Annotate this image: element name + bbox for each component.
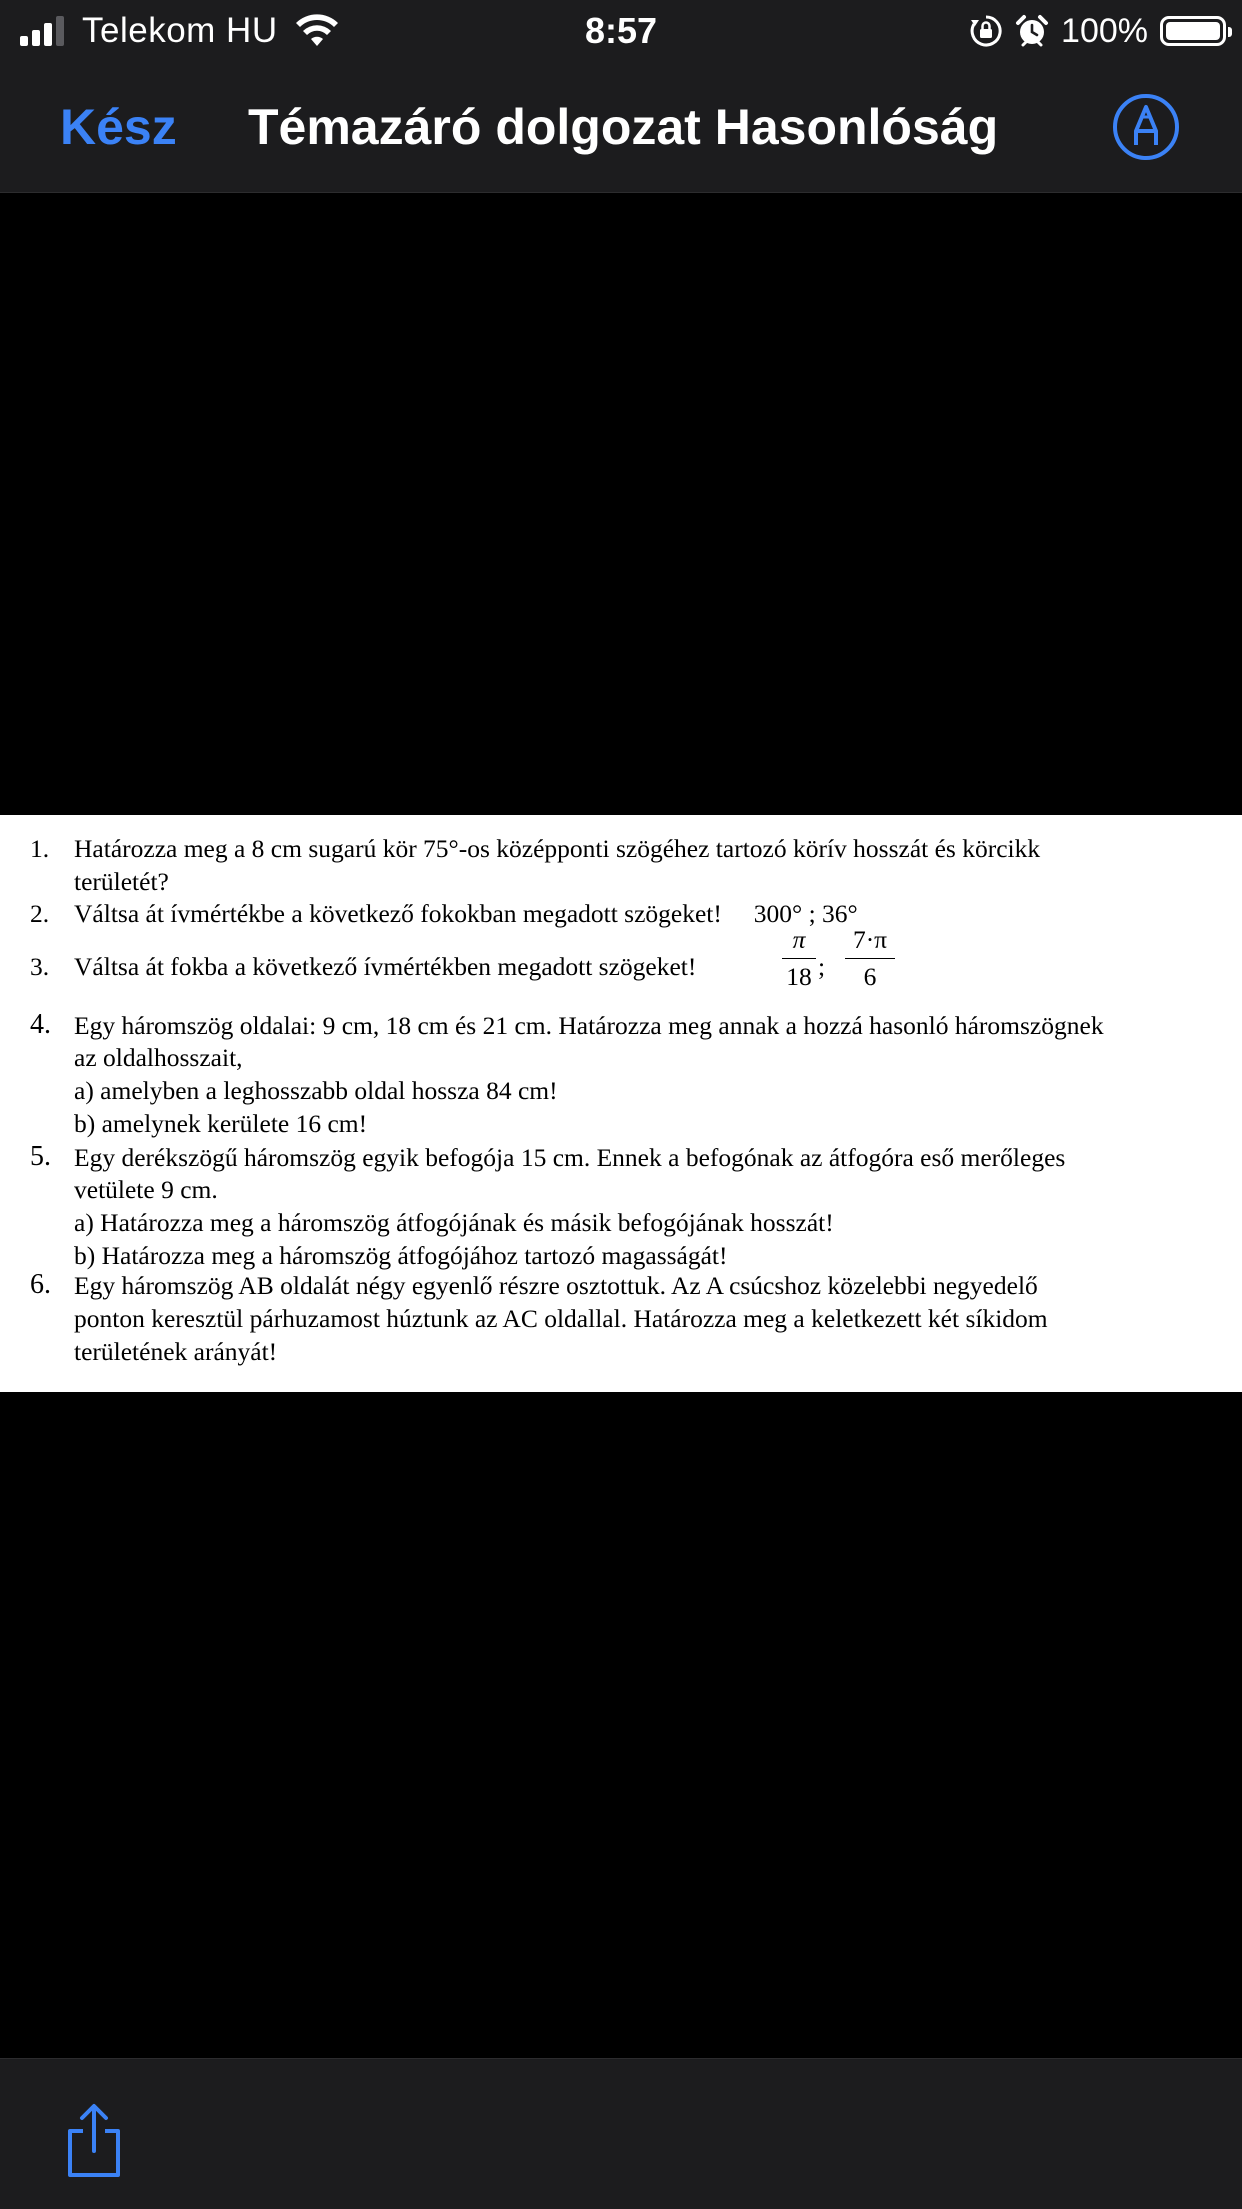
fraction-denominator: 18 (786, 962, 812, 991)
question-text-line: vetülete 9 cm. (74, 1175, 218, 1204)
battery-icon (1160, 16, 1226, 46)
question-text-line: Váltsa át fokba a következő ívmértékben megadott szögeket! (74, 952, 697, 981)
question-number: 3. (30, 952, 50, 981)
fraction-denominator: 6 (863, 962, 877, 991)
status-time: 8:57 (584, 10, 658, 51)
question-number: 2. (30, 899, 50, 928)
fraction-bar (782, 958, 816, 959)
battery-percentage: 100% (1061, 11, 1148, 50)
question-number: 4. (30, 1009, 51, 1040)
question-text-line: Egy háromszög AB oldalát négy egyenlő részre osztottuk. Az A csúcshoz közelebbi negyedelő (74, 1271, 1038, 1300)
share-button[interactable] (62, 2101, 126, 2181)
navigation-bar (0, 62, 1242, 193)
question-text-line: Egy derékszögű háromszög egyik befogója 15 cm. Ennek a befogónak az átfogóra eső merőleges (74, 1143, 1066, 1172)
question-text-line: b) amelynek kerülete 16 cm! (74, 1109, 368, 1138)
alarm-icon (1015, 14, 1049, 48)
question-text-line: ponton keresztül párhuzamost húztunk az AC oldallal. Határozza meg a keletkezett két síkidom (74, 1304, 1048, 1333)
question-text-line: b) Határozza meg a háromszög átfogójához tartozó magasságát! (74, 1241, 728, 1270)
fraction-pi-over-18 (782, 925, 816, 992)
document-page (0, 815, 1242, 1392)
markup-button[interactable] (1112, 93, 1180, 161)
markup-pen-icon (1112, 93, 1180, 161)
question-text-line: Egy háromszög oldalai: 9 cm, 18 cm és 21 cm. Határozza meg annak a hozzá hasonló háromszögnek (74, 1011, 1104, 1040)
question-number: 5. (30, 1141, 51, 1172)
fraction-numerator: 7·π (852, 925, 888, 954)
done-button[interactable]: Kész (60, 99, 177, 155)
fraction-bar (845, 958, 895, 959)
status-bar (0, 0, 1242, 62)
status-left (20, 0, 340, 62)
question-text-line: Határozza meg a 8 cm sugarú kör 75°-os középponti szögéhez tartozó körív hosszát és körcikk (74, 834, 1041, 863)
status-right (969, 0, 1226, 62)
question-number: 6. (30, 1269, 51, 1300)
fraction-numerator: π (792, 925, 806, 954)
share-icon (62, 2101, 126, 2181)
question-text-line: Váltsa át ívmértékbe a következő fokokban megadott szögeket! 300° ; 36° (74, 899, 858, 928)
fraction-7pi-over-6 (845, 925, 895, 992)
question-number: 1. (30, 834, 50, 863)
page-title: Témazáró dolgozat Hasonlóság (248, 99, 999, 155)
question-text-line: területének arányát! (74, 1337, 278, 1366)
carrier-name: Telekom HU (82, 11, 278, 50)
orientation-lock-icon (969, 14, 1003, 48)
question-text-line: a) amelyben a leghosszabb oldal hossza 84 cm! (74, 1076, 558, 1105)
fraction-separator: ; (818, 952, 826, 981)
signal-icon (20, 16, 64, 46)
question-text-line: területét? (74, 867, 169, 896)
question-text-line: a) Határozza meg a háromszög átfogójának és másik befogójának hosszát! (74, 1208, 834, 1237)
wifi-icon (294, 14, 340, 48)
bottom-toolbar (0, 2058, 1242, 2209)
battery-level (1166, 22, 1220, 40)
question-text-line: az oldalhosszait, (74, 1043, 243, 1072)
